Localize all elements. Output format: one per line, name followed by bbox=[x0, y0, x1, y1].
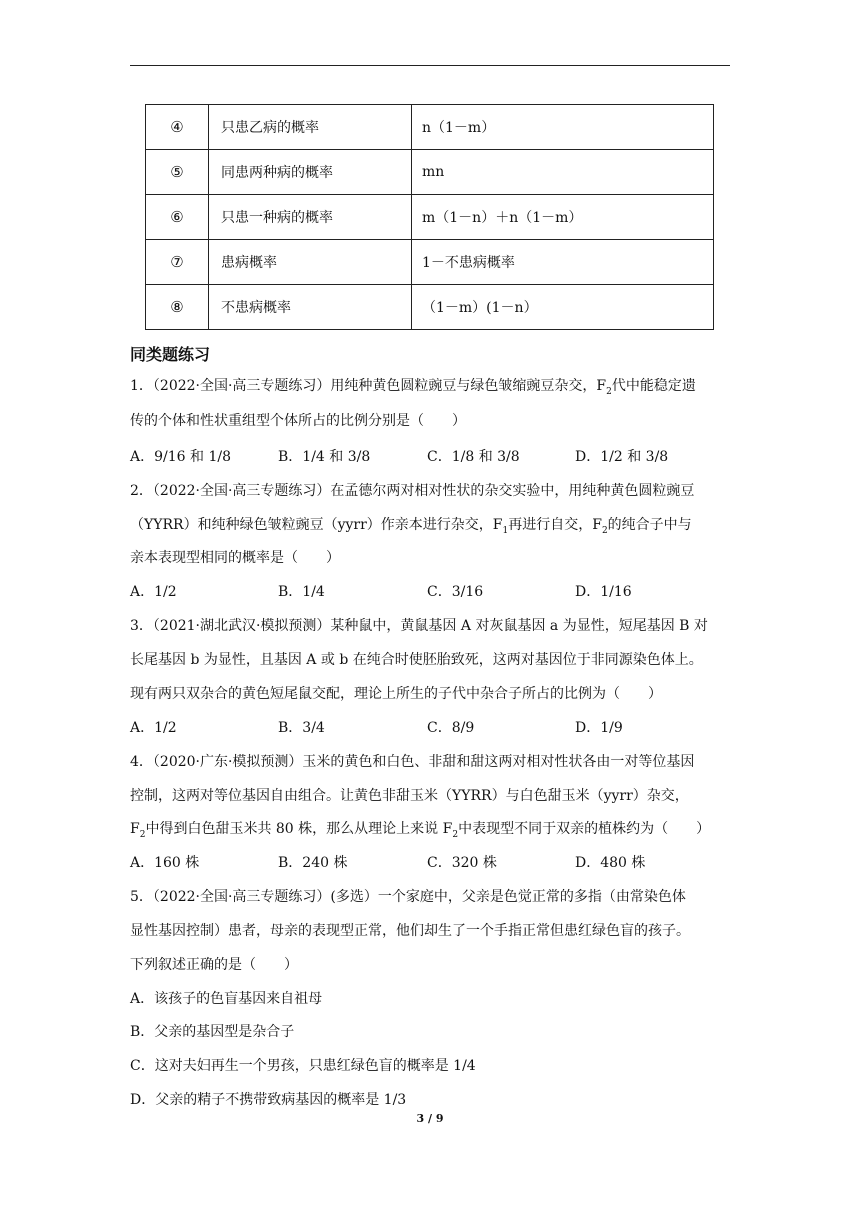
question-2-line-3: 亲本表现型相同的概率是（ ） bbox=[130, 550, 340, 566]
subscript: 2 bbox=[452, 829, 459, 840]
table-row bbox=[146, 240, 714, 285]
row-number: ⑧ bbox=[146, 285, 209, 330]
question-text: F bbox=[130, 821, 140, 837]
row-name: 不患病概率 bbox=[209, 285, 412, 330]
option-c: C．320 株 bbox=[427, 855, 497, 871]
option-b: B．3/4 bbox=[278, 720, 325, 736]
row-number: ⑥ bbox=[146, 195, 209, 240]
question-3-line-3: 现有两只双杂合的黄色短尾鼠交配，理论上所生的子代中杂合子所占的比例为（ ） bbox=[130, 686, 662, 702]
question-3-line-1: 3．（2021·湖北武汉·模拟预测）某种鼠中，黄鼠基因 A 对灰鼠基因 a 为显性，短尾基因 B 对 bbox=[130, 618, 708, 634]
subscript: 2 bbox=[139, 829, 146, 840]
question-4-line-1: 4．（2020·广东·模拟预测）玉米的黄色和白色、非甜和甜这两对相对性状各由一对等位基因 bbox=[130, 754, 695, 770]
page-number: 3 / 9 bbox=[416, 1112, 444, 1125]
question-5-line-1: 5．（2022·全国·高三专题练习）(多选）一个家庭中，父亲是色觉正常的多指（由常染色体 bbox=[130, 889, 686, 905]
question-5-line-2: 显性基因控制）患者，母亲的表现型正常，他们却生了一个手指正常但患红绿色盲的孩子。 bbox=[130, 923, 690, 939]
question-text: 中表现型不同于双亲的植株约为（ ） bbox=[458, 821, 711, 837]
subscript: 2 bbox=[601, 525, 608, 536]
question-text: （YYRR）和纯种绿色皱粒豌豆（yyrr）作亲本进行杂交，F bbox=[130, 517, 503, 533]
question-4-line-3 bbox=[130, 818, 740, 840]
row-value: n（1－m） bbox=[412, 105, 714, 150]
question-text: 再进行自交，F bbox=[508, 517, 602, 533]
question-1-line-1 bbox=[130, 375, 740, 397]
header-rule bbox=[130, 65, 730, 66]
row-value: mn bbox=[412, 150, 714, 195]
option-d: D．1/9 bbox=[575, 720, 623, 736]
option-d: D．480 株 bbox=[575, 855, 646, 871]
table-row bbox=[146, 105, 714, 150]
option-a: A．该孩子的色盲基因来自祖母 bbox=[130, 991, 323, 1007]
question-3-line-2: 长尾基因 b 为显性，且基因 A 或 b 在纯合时使胚胎致死，这两对基因位于非同源染色体上。 bbox=[130, 652, 703, 668]
row-value: （1－m）(1－n） bbox=[412, 285, 714, 330]
table-row bbox=[146, 150, 714, 195]
option-a: A．160 株 bbox=[130, 855, 200, 871]
question-2-line-2 bbox=[130, 514, 740, 536]
row-name: 只患一种病的概率 bbox=[209, 195, 412, 240]
option-c: C．这对夫妇再生一个男孩，只患红绿色盲的概率是 1/4 bbox=[130, 1058, 476, 1074]
table-row bbox=[146, 195, 714, 240]
option-b: B．1/4 和 3/8 bbox=[278, 449, 371, 465]
row-value: 1－不患病概率 bbox=[412, 240, 714, 285]
option-d: D．父亲的精子不携带致病基因的概率是 1/3 bbox=[130, 1092, 407, 1108]
option-c: C．1/8 和 3/8 bbox=[427, 449, 520, 465]
subscript: 2 bbox=[606, 386, 612, 397]
option-a: A．1/2 bbox=[130, 584, 177, 600]
question-2-line-1: 2．（2022·全国·高三专题练习）在孟德尔两对相对性状的杂交实验中，用纯种黄色圆粒豌豆 bbox=[130, 483, 695, 499]
question-text: 代中能稳定遗 bbox=[611, 378, 696, 394]
subscript: 1 bbox=[502, 525, 509, 536]
table-row bbox=[146, 285, 714, 330]
row-value: m（1－n）＋n（1－m） bbox=[412, 195, 714, 240]
option-b: B．父亲的基因型是杂合子 bbox=[130, 1024, 295, 1040]
question-4-line-2: 控制，这两对等位基因自由组合。让黄色非甜玉米（YYRR）与白色甜玉米（yyrr）杂交， bbox=[130, 788, 689, 804]
option-d: D．1/16 bbox=[575, 584, 632, 600]
row-number: ⑦ bbox=[146, 240, 209, 285]
option-c: C．3/16 bbox=[427, 584, 484, 600]
option-c: C．8/9 bbox=[427, 720, 475, 736]
question-text: 的纯合子中与 bbox=[607, 517, 692, 533]
row-name: 患病概率 bbox=[209, 240, 412, 285]
row-name: 同患两种病的概率 bbox=[209, 150, 412, 195]
option-b: B．1/4 bbox=[278, 584, 325, 600]
row-number: ④ bbox=[146, 105, 209, 150]
option-d: D．1/2 和 3/8 bbox=[575, 449, 669, 465]
option-b: B．240 株 bbox=[278, 855, 348, 871]
row-number: ⑤ bbox=[146, 150, 209, 195]
question-text: 1．（2022·全国·高三专题练习）用纯种黄色圆粒豌豆与绿色皱缩豌豆杂交，F bbox=[130, 378, 607, 394]
section-title: 同类题练习 bbox=[130, 345, 211, 364]
row-name: 只患乙病的概率 bbox=[209, 105, 412, 150]
question-text: 中得到白色甜玉米共 80 株，那么从理论上来说 F bbox=[145, 821, 453, 837]
option-a: A．1/2 bbox=[130, 720, 177, 736]
question-1-line-2: 传的个体和性状重组型个体所占的比例分别是（ ） bbox=[130, 413, 466, 429]
option-a: A．9/16 和 1/8 bbox=[130, 449, 231, 465]
question-5-line-3: 下列叙述正确的是（ ） bbox=[130, 957, 298, 973]
probability-table bbox=[145, 104, 714, 330]
